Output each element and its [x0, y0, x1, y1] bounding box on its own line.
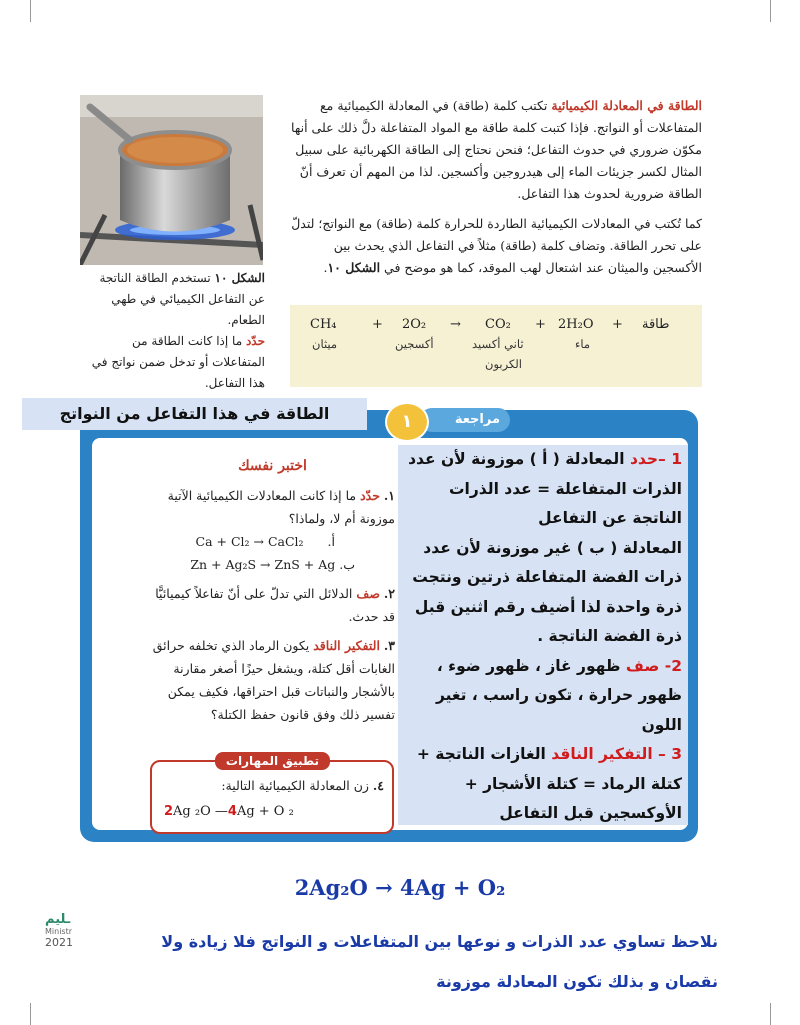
section-heading: الطاقة في المعادلة الكيميائية — [551, 98, 702, 113]
q3-text: يكون الرماد الذي تخلفه حرائق الغابات أقل كتلة، ويشغل حيزًا أصغر مقارنة بالأشجار والنباتات قبل احتراقها، فكيف يمكن تفسير ذلك وفق قانون حفظ الكتلة؟ — [152, 638, 395, 722]
q4-number: ٤. — [372, 778, 384, 793]
eq-oxygen-name: أكسجين — [395, 337, 434, 351]
a2-number: 2- — [664, 656, 682, 675]
a2-verb: صف — [625, 656, 660, 675]
answer-1 — [404, 445, 682, 534]
answer-3 — [404, 740, 682, 829]
q1a-formula: Ca + Cl₂ → CaCl₂ — [195, 534, 304, 549]
a1-text-1: المعادلة ( أ ) موزونة لأن عدد الذرات المتفاعلة = عدد الذرات الناتجة عن التفاعل — [408, 450, 682, 527]
eq-energy: طاقة — [642, 317, 670, 332]
a3-text: الغازات الناتجة + كتلة الرماد = كتلة الأشجار + الأوكسجين قبل التفاعل — [416, 745, 682, 822]
question-1a — [150, 530, 335, 553]
eq-methane-name: ميثان — [312, 337, 338, 351]
intro-text — [290, 95, 702, 287]
answer-2 — [404, 652, 682, 741]
a1-number: 1 – — [658, 450, 682, 468]
eq-plus-3: + — [612, 317, 623, 332]
energy-answer-label: الطاقة في هذا التفاعل من النواتج — [22, 398, 367, 430]
eq-co2-name-1: ثاني أكسيد — [472, 337, 524, 351]
a3-number: 3 – — [658, 745, 682, 763]
logo-year: 2021 — [45, 936, 73, 949]
figure-caption — [80, 268, 265, 394]
q4-formula-right: Ag + O ₂ — [236, 804, 294, 819]
eq-o2: 2O₂ — [402, 317, 427, 332]
q4-coefficient-2: 2 — [164, 804, 174, 819]
balanced-equation: 2Ag₂O → 4Ag + O₂ — [294, 875, 506, 900]
eq-co2-name-2: الكربون — [485, 357, 522, 371]
q1b-label: ب. — [339, 557, 355, 572]
skills-box — [150, 760, 394, 834]
figure-label: الشكل ١٠ — [214, 271, 265, 285]
q2-number: ٢. — [383, 586, 395, 601]
a1-verb: حدد — [629, 450, 659, 468]
eq-co2: CO₂ — [485, 317, 511, 332]
eq-plus-2: + — [535, 317, 546, 332]
intro-paragraph-2-end: . — [323, 260, 328, 275]
questions-block — [150, 455, 395, 726]
ministry-logo — [45, 912, 95, 962]
methane-equation-band — [290, 305, 702, 387]
eq-h2o: 2H₂O — [558, 317, 594, 332]
eq-plus-1: + — [372, 317, 383, 332]
a3-verb: التفكير الناقد — [551, 745, 653, 763]
q2-text: الدلائل التي تدلّ على أنّ تفاعلاً كيميائيًّا قد حدث. — [155, 586, 395, 624]
cooking-pot-photo — [80, 95, 263, 265]
skills-tag: تطبيق المهارات — [215, 752, 330, 770]
question-2 — [150, 582, 395, 628]
q1-verb: حدّد — [360, 488, 380, 503]
q4-formula — [164, 804, 294, 819]
q3-verb: التفكير الناقد — [313, 638, 380, 653]
balanced-note: نلاحظ تساوي عدد الذرات و نوعها بين المتفاعلات و النواتج فلا زيادة ولا نقصان و بذلك تكون المعادلة موزونة — [161, 932, 718, 991]
q1-number: ١. — [383, 488, 395, 503]
eq-arrow: → — [450, 317, 461, 332]
question-1 — [150, 484, 395, 530]
q4-coefficient-4: 4 — [227, 804, 237, 819]
figure-reference: الشكل ١٠ — [327, 260, 381, 275]
intro-paragraph-2: كما تُكتب في المعادلات الكيميائية الطاردة للحرارة كلمة (طاقة) مع النواتج؛ لتدلّ على تحرر الطاقة. وتضاف كلمة (طاقة) مثلاً في التفاعل الذي يحدث بين الأكسجين والميثان عند اشتعال لهب الموقد، كما هو موضح في — [291, 216, 702, 275]
q4-text: زن المعادلة الكيميائية التالية: — [221, 778, 373, 793]
review-number: ١ — [401, 411, 413, 432]
q1-text: ما إذا كانت المعادلات الكيميائية الآتية موزونة أم لا، ولماذا؟ — [167, 488, 395, 526]
identify-label: حدّد — [245, 334, 265, 348]
a2-text: ظهور غاز ، ظهور ضوء ، ظهور حرارة ، تكون راسب ، تغير اللون — [435, 656, 682, 734]
q1b-formula: Zn + Ag₂S → ZnS + Ag — [190, 557, 336, 572]
review-tab — [420, 408, 510, 432]
question-4 — [159, 778, 384, 793]
figure-text: تستخدم الطاقة الناتجة عن التفاعل الكيميائي في طهي الطعام. — [99, 271, 265, 327]
review-number-badge — [385, 402, 429, 442]
q1a-label: أ. — [327, 534, 335, 549]
eq-ch4: CH₄ — [310, 317, 337, 332]
q2-verb: صف — [356, 586, 380, 601]
eq-water-name: ماء — [575, 337, 591, 351]
review-tab-label: مراجعة — [454, 412, 500, 427]
test-yourself-title: اختبر نفسك — [238, 458, 307, 474]
intro-paragraph-1: تكتب كلمة (طاقة) في المعادلة الكيميائية مع المتفاعلات أو النواتج. فإذا كتبت كلمة طاقة مع المواد المتفاعلة دلَّ ذلك على أنها مكوّن ضروري في حدوث التفاعل؛ فنحن نحتاج إلى الطاقة الكهربائية على سبيل المثال لكسر جزيئات الماء إلى هيدروجين وأكسجين. لذا من المهم أن تعرف أنّ الطاقة ضرورية لحدوث هذا التفاعل. — [291, 98, 702, 201]
q4-formula-left: Ag ₂O — — [173, 804, 228, 819]
logo-line-2: Ministr — [45, 927, 73, 936]
q3-number: ٣. — [383, 638, 395, 653]
question-3 — [150, 634, 395, 726]
logo-line-1: ـليم — [45, 912, 71, 927]
question-1b — [150, 553, 355, 576]
answers-box — [398, 445, 688, 825]
identify-text: ما إذا كانت الطاقة من المتفاعلات أو تدخل ضمن نواتج في هذا التفاعل. — [91, 334, 265, 390]
answer-1b: المعادلة ( ب ) غير موزونة لأن عدد ذرات الفضة المتفاعلة ذرتين ونتجت ذرة واحدة لذا أضيف رقم اثنين قبل ذرة الفضة الناتجة . — [412, 538, 682, 645]
